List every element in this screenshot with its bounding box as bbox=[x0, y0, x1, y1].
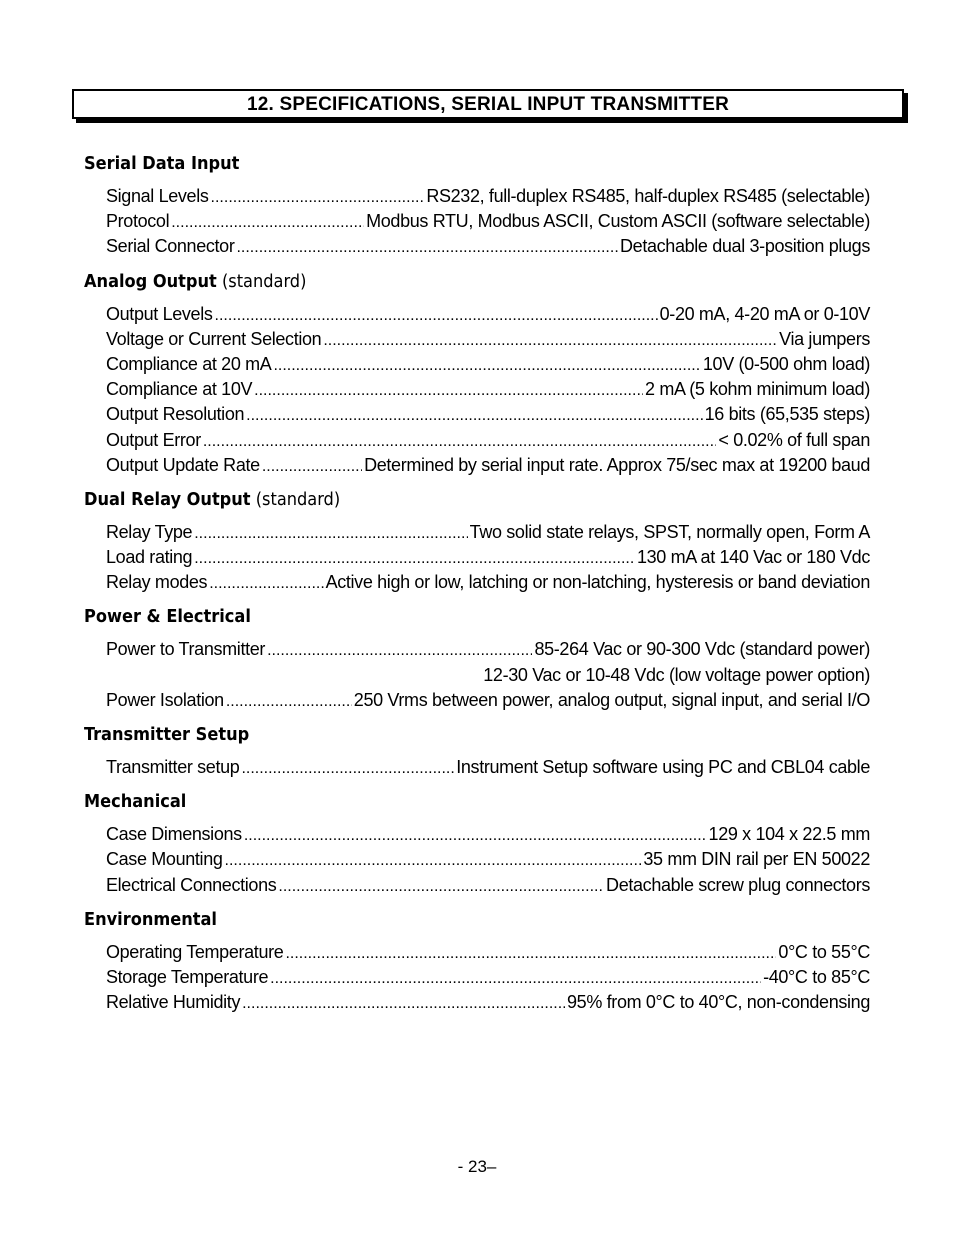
spec-value: 250 Vrms between power, analog output, signal input, and serial I/O bbox=[353, 689, 870, 710]
section-heading-text: Environmental bbox=[84, 908, 217, 930]
spec-label: Compliance at 10V bbox=[106, 379, 253, 400]
section-heading bbox=[84, 152, 870, 176]
spec-label: Compliance at 20 mA bbox=[106, 353, 272, 374]
spec-section bbox=[84, 605, 870, 713]
page-title: 12. SPECIFICATIONS, SERIAL INPUT TRANSMITTER bbox=[246, 94, 730, 115]
spec-row bbox=[106, 637, 870, 662]
spec-value: 129 x 104 x 22.5 mm bbox=[708, 824, 870, 845]
dot-leader bbox=[194, 546, 635, 571]
dot-leader bbox=[244, 823, 707, 848]
spec-row bbox=[106, 428, 870, 453]
spec-label: Output Error bbox=[106, 429, 201, 450]
spec-label: Operating Temperature bbox=[106, 941, 284, 962]
spec-value: < 0.02% of full span bbox=[718, 429, 870, 450]
spec-value: 2 mA (5 kohm minimum load) bbox=[645, 379, 870, 400]
spec-value: Via jumpers bbox=[779, 328, 870, 349]
spec-label: Power Isolation bbox=[106, 689, 224, 710]
spec-section bbox=[84, 152, 870, 260]
dot-leader bbox=[226, 689, 352, 714]
dot-leader bbox=[211, 185, 425, 210]
spec-row bbox=[106, 327, 870, 352]
spec-row bbox=[106, 402, 870, 427]
spec-value: RS232, full-duplex RS485, half-duplex RS485 (selectable) bbox=[426, 186, 870, 206]
spec-rows bbox=[106, 302, 870, 478]
spec-label: Relay modes bbox=[106, 572, 208, 593]
spec-value: 16 bits (65,535 steps) bbox=[704, 404, 870, 425]
section-qualifier: (standard) bbox=[221, 270, 307, 292]
dot-leader bbox=[225, 848, 642, 873]
dot-leader bbox=[209, 571, 323, 596]
spec-row bbox=[106, 234, 870, 259]
spec-row bbox=[106, 520, 870, 545]
spec-label: Output Update Rate bbox=[106, 454, 260, 475]
spec-label: Output Levels bbox=[106, 303, 213, 324]
spec-row bbox=[106, 873, 870, 898]
section-heading-text: Transmitter Setup bbox=[84, 724, 250, 745]
spec-section bbox=[84, 723, 870, 780]
spec-row bbox=[106, 940, 870, 965]
spec-row bbox=[106, 755, 870, 780]
spec-value: Detachable dual 3-position plugs bbox=[620, 236, 870, 257]
spec-value: 85-264 Vac or 90-300 Vdc (standard power) bbox=[534, 639, 870, 660]
spec-label: Case Mounting bbox=[106, 849, 223, 870]
spec-section bbox=[84, 790, 870, 898]
spec-value: 0°C to 55°C bbox=[778, 941, 870, 962]
spec-row bbox=[106, 688, 870, 713]
section-heading bbox=[84, 488, 870, 512]
spec-row bbox=[106, 822, 870, 847]
dot-leader bbox=[194, 521, 467, 546]
dot-leader bbox=[323, 328, 777, 353]
dot-leader bbox=[278, 874, 604, 899]
spec-row bbox=[106, 965, 870, 990]
section-heading-text: Dual Relay Output bbox=[84, 488, 251, 510]
spec-value: 35 mm DIN rail per EN 50022 bbox=[643, 849, 870, 870]
spec-value: Instrument Setup software using PC and CBL04 cable bbox=[456, 757, 870, 777]
spec-value: Active high or low, latching or non-latching, hysteresis or band deviation bbox=[325, 572, 870, 593]
section-heading bbox=[84, 270, 870, 294]
spec-row bbox=[106, 209, 870, 234]
section-heading-text: Analog Output bbox=[84, 270, 217, 292]
spec-label: Case Dimensions bbox=[106, 824, 242, 845]
spec-label: Relay Type bbox=[106, 521, 193, 542]
spec-label: Signal Levels bbox=[106, 186, 209, 206]
spec-label: Relative Humidity bbox=[106, 992, 241, 1013]
spec-row bbox=[106, 570, 870, 595]
spec-value: 130 mA at 140 Vac or 180 Vdc bbox=[636, 547, 870, 568]
spec-row bbox=[106, 847, 870, 872]
spec-label: Transmitter setup bbox=[106, 757, 240, 777]
spec-row bbox=[106, 663, 870, 688]
dot-leader bbox=[236, 235, 618, 260]
spec-label: Output Resolution bbox=[106, 404, 245, 425]
page-number: - 23– bbox=[457, 1157, 497, 1176]
section-title-box bbox=[72, 89, 904, 119]
spec-label: Power to Transmitter bbox=[106, 639, 266, 660]
dot-leader bbox=[270, 966, 761, 991]
section-heading bbox=[84, 605, 870, 629]
spec-value: Two solid state relays, SPST, normally open, Form A bbox=[469, 521, 870, 542]
dot-leader bbox=[267, 638, 532, 663]
section-heading-text: Power & Electrical bbox=[84, 606, 251, 628]
spec-row bbox=[106, 545, 870, 570]
spec-section bbox=[84, 488, 870, 596]
section-heading bbox=[84, 790, 870, 814]
spec-row bbox=[106, 990, 870, 1015]
section-qualifier: (standard) bbox=[255, 488, 341, 510]
dot-leader bbox=[273, 353, 700, 378]
dot-leader bbox=[246, 403, 702, 428]
spec-row bbox=[106, 453, 870, 478]
spec-rows bbox=[106, 755, 870, 780]
spec-value: 12-30 Vac or 10-48 Vdc (low voltage power option) bbox=[483, 664, 870, 685]
dot-leader bbox=[203, 429, 717, 454]
spec-label: Voltage or Current Selection bbox=[106, 328, 322, 349]
spec-label: Load rating bbox=[106, 547, 193, 568]
spec-rows bbox=[106, 940, 870, 1016]
spec-rows bbox=[106, 637, 870, 713]
dot-leader bbox=[254, 378, 643, 403]
spec-label: Storage Temperature bbox=[106, 966, 269, 987]
spec-label: Electrical Connections bbox=[106, 874, 277, 895]
spec-value: 0-20 mA, 4-20 mA or 0-10V bbox=[659, 303, 870, 324]
dot-leader bbox=[285, 941, 776, 966]
section-heading-text: Serial Data Input bbox=[84, 153, 240, 174]
spec-value: 95% from 0°C to 40°C, non-condensing bbox=[567, 992, 870, 1013]
spec-row bbox=[106, 184, 870, 209]
spec-row bbox=[106, 377, 870, 402]
spec-content bbox=[84, 152, 870, 1025]
section-heading-text: Mechanical bbox=[84, 791, 187, 813]
spec-rows bbox=[106, 184, 870, 260]
dot-leader bbox=[215, 303, 658, 328]
spec-value: 10V (0-500 ohm load) bbox=[702, 353, 870, 374]
spec-rows bbox=[106, 822, 870, 898]
section-heading bbox=[84, 723, 870, 747]
dot-leader bbox=[262, 454, 362, 479]
dot-leader bbox=[242, 991, 565, 1016]
spec-value: Modbus RTU, Modbus ASCII, Custom ASCII (software selectable) bbox=[366, 211, 870, 232]
spec-value: -40°C to 85°C bbox=[763, 966, 870, 987]
dot-leader bbox=[171, 210, 364, 235]
dot-leader bbox=[241, 756, 454, 781]
section-heading bbox=[84, 908, 870, 932]
spec-rows bbox=[106, 520, 870, 596]
spec-value: Detachable screw plug connectors bbox=[606, 874, 870, 895]
spec-value: Determined by serial input rate. Approx 75/sec max at 19200 baud bbox=[364, 454, 870, 475]
spec-label: Serial Connector bbox=[106, 236, 235, 257]
spec-label: Protocol bbox=[106, 211, 170, 232]
spec-row bbox=[106, 302, 870, 327]
spec-row bbox=[106, 352, 870, 377]
spec-section bbox=[84, 270, 870, 478]
spec-section bbox=[84, 908, 870, 1016]
